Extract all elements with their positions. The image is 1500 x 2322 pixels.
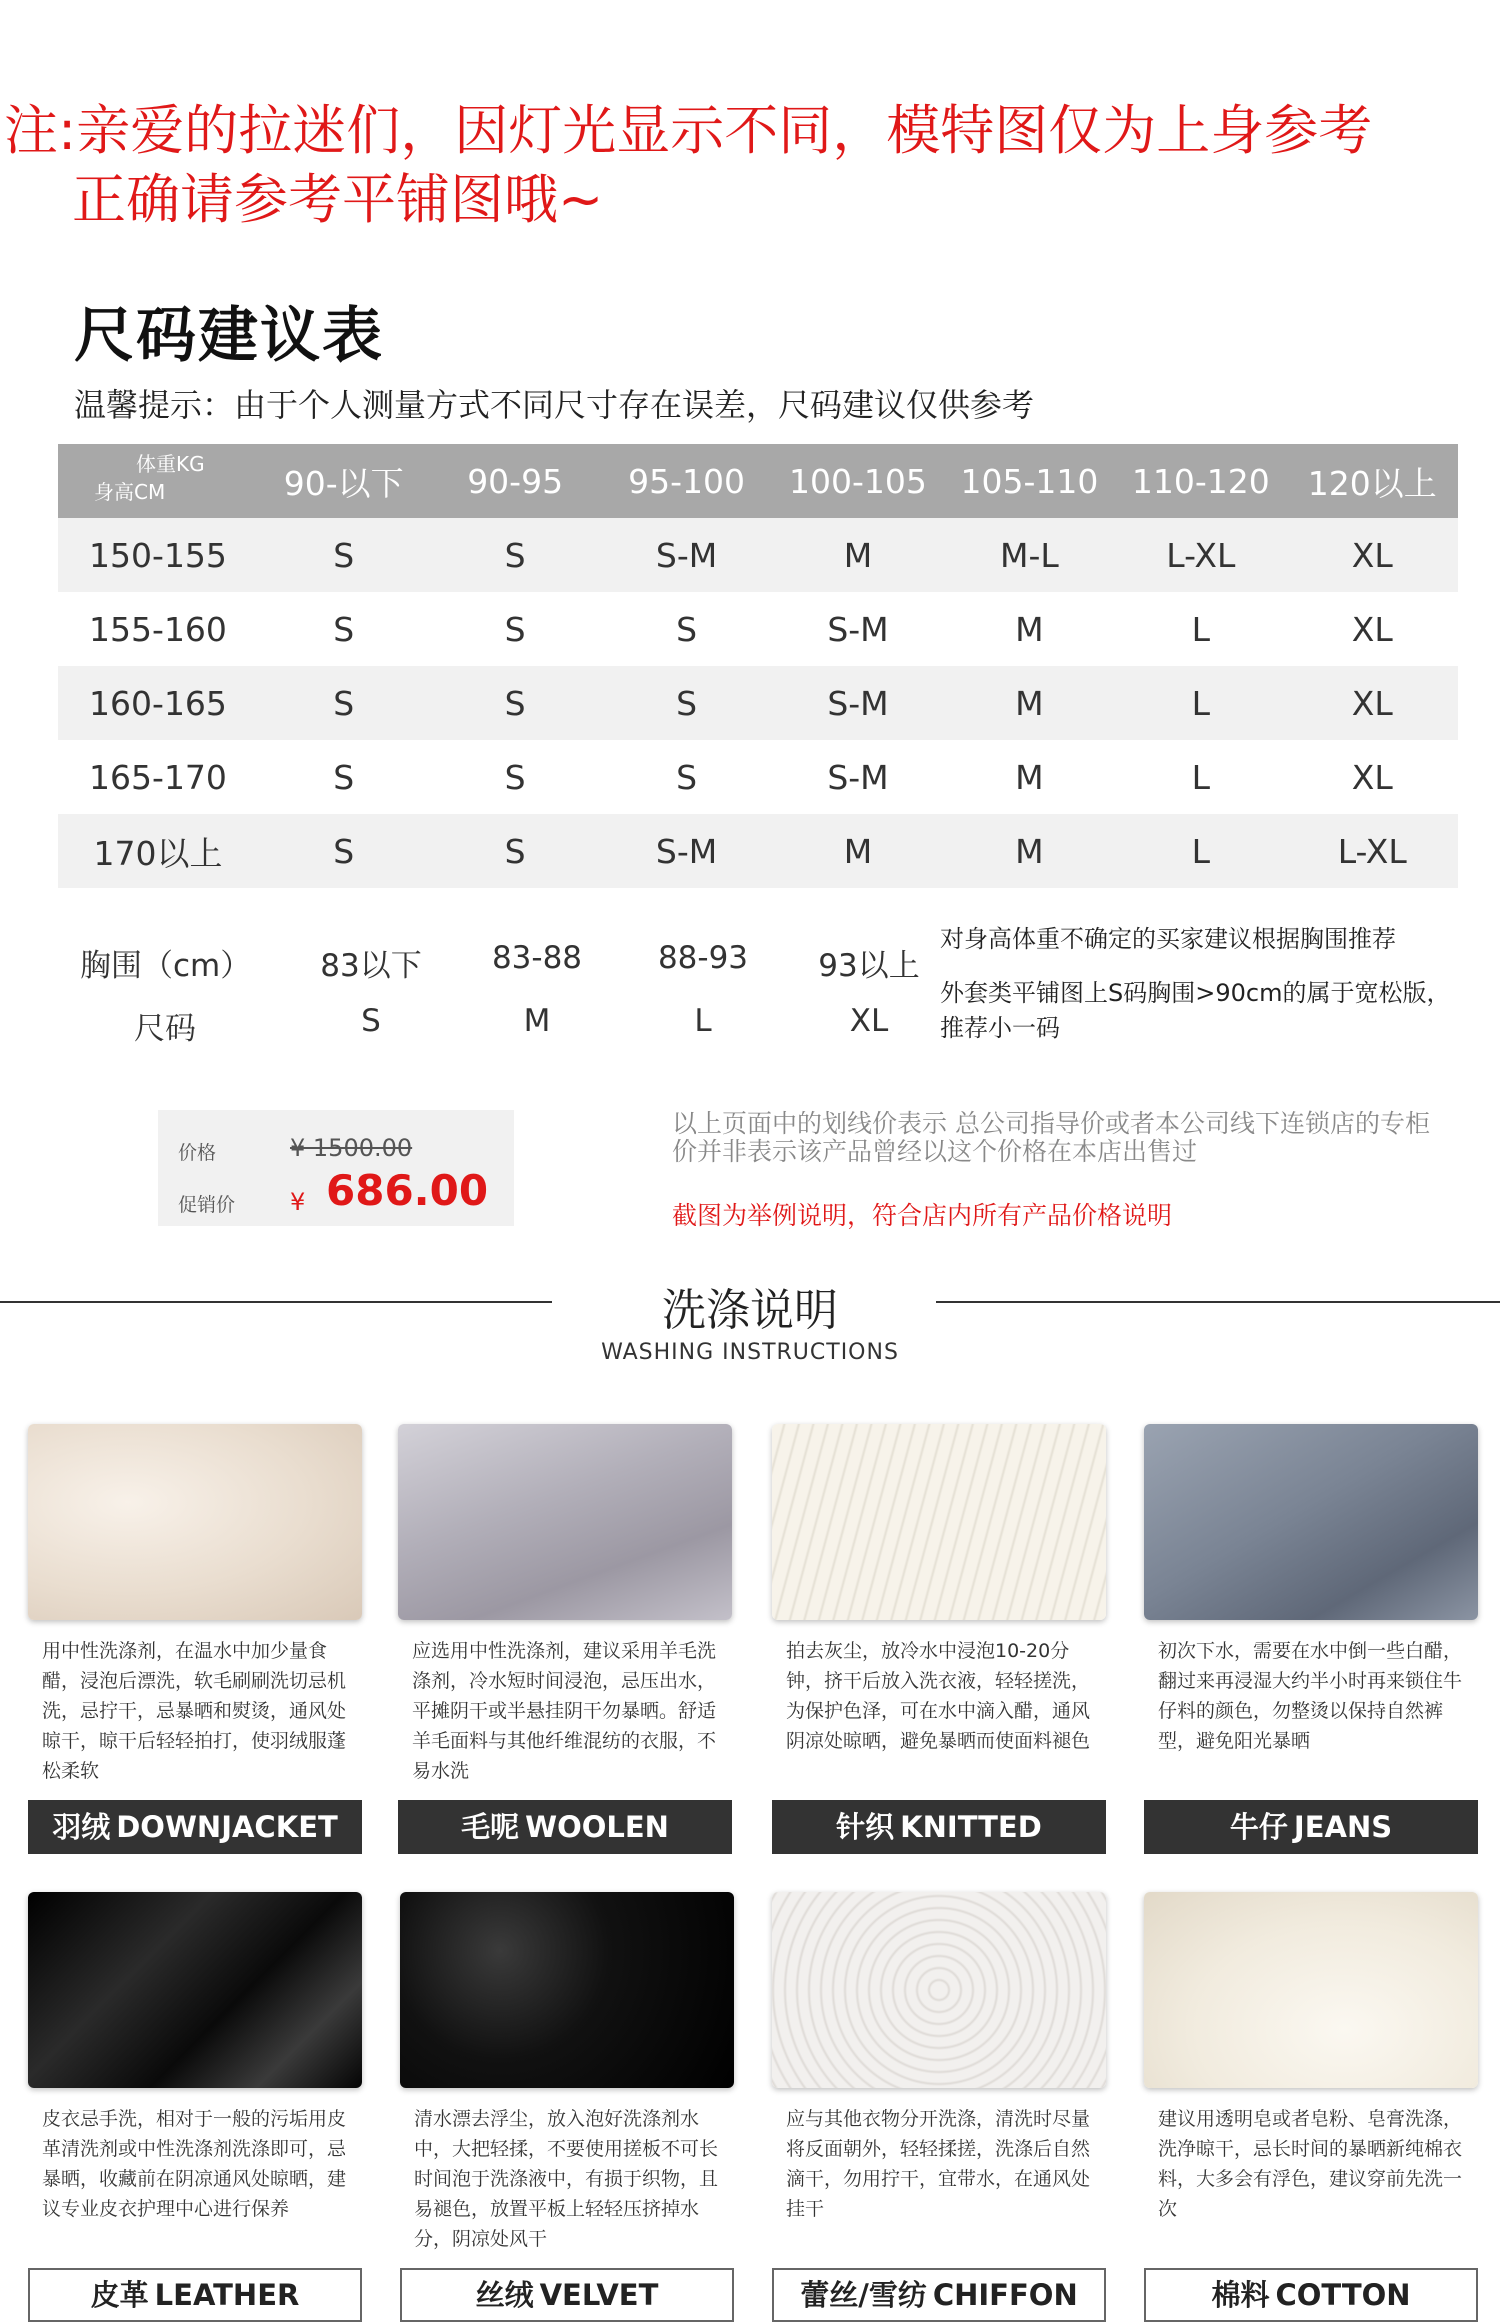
size-cell: M bbox=[772, 814, 943, 888]
weight-column: 105-110 bbox=[944, 444, 1115, 518]
size-cell: M-L bbox=[944, 518, 1115, 592]
fabric-name-en: CHIFFON bbox=[932, 2278, 1078, 2312]
bust-range: 93以上 bbox=[818, 948, 920, 984]
fabric-card-downjacket bbox=[28, 1424, 362, 1844]
size-cell: S-M bbox=[772, 740, 943, 814]
fabric-photo bbox=[772, 1892, 1106, 2088]
care-text: 用中性洗涤剂，在温水中加少量食醋，浸泡后漂洗，软毛刷刷洗切忌机洗，忌拧干，忌暴晒和熨烫，通风处晾干，晾干后轻轻拍打，使羽绒服蓬松柔软 bbox=[42, 1640, 347, 1782]
fabric-name-en: WOOLEN bbox=[525, 1810, 669, 1844]
height-cell: 150-155 bbox=[58, 518, 258, 592]
weight-column: 100-105 bbox=[772, 444, 943, 518]
care-text: 建议用透明皂或者皂粉、皂膏洗涤，洗净晾干，忌长时间的暴晒新纯棉衣料，大多会有浮色，建议穿前先洗一次 bbox=[1158, 2108, 1463, 2220]
size-cell: L bbox=[1115, 740, 1286, 814]
bust-size: XL bbox=[849, 1003, 889, 1039]
fabric-label bbox=[772, 1800, 1106, 1854]
fabric-label bbox=[398, 1800, 732, 1854]
care-text: 应与其他衣物分开洗涤，清洗时尽量将反面朝外，轻轻揉搓，洗涤后自然滴干，勿用拧干，宜带水，在通风处挂干 bbox=[786, 2108, 1091, 2220]
bust-range: 83-88 bbox=[491, 940, 583, 976]
price-label: 价格 bbox=[178, 1142, 217, 1164]
fabric-card-leather bbox=[28, 1892, 362, 2312]
size-cell: XL bbox=[1287, 740, 1458, 814]
size-cell: XL bbox=[1287, 518, 1458, 592]
weight-column: 95-100 bbox=[601, 444, 772, 518]
size-cell: S bbox=[429, 592, 600, 666]
size-cell: M bbox=[944, 666, 1115, 740]
notice-line-1: 注:亲爱的拉迷们，因灯光显示不同，模特图仅为上身参考 bbox=[4, 99, 1373, 162]
bust-note-1: 对身高体重不确定的买家建议根据胸围推荐 bbox=[940, 925, 1396, 953]
price-disclaimer-red: 截图为举例说明，符合店内所有产品价格说明 bbox=[672, 1201, 1173, 1230]
size-cell: L-XL bbox=[1287, 814, 1458, 888]
sale-price: 686.00 bbox=[326, 1166, 489, 1215]
size-cell: S bbox=[601, 592, 772, 666]
bust-note-2: 外套类平铺图上S码胸围>90cm的属于宽松版，推荐小一码 bbox=[940, 979, 1451, 1042]
fabric-photo bbox=[1144, 1424, 1478, 1620]
table-row bbox=[58, 518, 1458, 592]
size-cell: S bbox=[429, 666, 600, 740]
size-cell: XL bbox=[1287, 592, 1458, 666]
size-table bbox=[58, 444, 1458, 888]
fabric-name-en: JEANS bbox=[1293, 1810, 1393, 1844]
table-row bbox=[58, 592, 1458, 666]
size-cell: S bbox=[258, 518, 429, 592]
height-cell: 170以上 bbox=[58, 814, 258, 888]
fabric-card-knitted bbox=[772, 1424, 1106, 1844]
fabric-photo bbox=[772, 1424, 1106, 1620]
bust-size: S bbox=[361, 1003, 381, 1039]
corner-weight-label: 体重KG bbox=[136, 452, 205, 476]
corner-height-label: 身高CM bbox=[94, 480, 166, 504]
table-row bbox=[58, 814, 1458, 888]
table-row bbox=[58, 666, 1458, 740]
size-cell: L bbox=[1115, 666, 1286, 740]
fabric-name-en: LEATHER bbox=[154, 2278, 300, 2312]
fabric-name-en: KNITTED bbox=[900, 1810, 1042, 1844]
size-cell: S bbox=[429, 518, 600, 592]
fabric-name-cn: 丝绒 bbox=[475, 2278, 534, 2312]
fabric-label bbox=[28, 1800, 362, 1854]
fabric-label bbox=[1144, 1800, 1478, 1854]
fabric-label bbox=[772, 2268, 1106, 2322]
bust-label: 胸围（cm） bbox=[80, 948, 252, 984]
care-text: 清水漂去浮尘，放入泡好洗涤剂水中，大把轻揉，不要使用搓板不可长时间泡于洗涤液中，有损于织物，且易褪色，放置平板上轻轻压挤掉水分，阴凉处风干 bbox=[414, 2108, 719, 2250]
bust-size: M bbox=[523, 1003, 551, 1039]
weight-column: 110-120 bbox=[1115, 444, 1286, 518]
size-cell: S bbox=[258, 740, 429, 814]
table-row bbox=[58, 740, 1458, 814]
fabric-card-cotton bbox=[1144, 1892, 1478, 2312]
fabric-photo bbox=[398, 1424, 732, 1620]
size-chart-title: 尺码建议表 bbox=[74, 301, 384, 371]
care-text: 拍去灰尘，放冷水中浸泡10-20分钟，挤干后放入洗衣液，轻轻搓洗，为保护色泽，可在水中滴入醋，通风阴凉处晾晒，避免暴晒而使面料褪色 bbox=[786, 1640, 1091, 1752]
fabric-name-cn: 棉料 bbox=[1211, 2278, 1270, 2312]
fabric-photo bbox=[1144, 1892, 1478, 2088]
bust-size: L bbox=[694, 1003, 712, 1039]
washing-subtitle: WASHING INSTRUCTIONS bbox=[601, 1340, 899, 1365]
fabric-name-en: VELVET bbox=[539, 2278, 659, 2312]
fabric-label bbox=[400, 2268, 734, 2322]
size-cell: S bbox=[429, 740, 600, 814]
size-cell: S bbox=[601, 666, 772, 740]
bust-range-row bbox=[0, 940, 940, 984]
size-cell: L bbox=[1115, 814, 1286, 888]
weight-column: 120以上 bbox=[1287, 444, 1458, 518]
size-cell: S bbox=[258, 814, 429, 888]
fabric-card-woolen bbox=[398, 1424, 732, 1844]
price-disclaimer: 以上页面中的划线价表示 总公司指导价或者本公司线下连锁店的专柜价并非表示该产品曾经以这个价格在本店出售过 bbox=[672, 1109, 1430, 1166]
size-table-header bbox=[58, 444, 1458, 518]
sale-price-label: 促销价 bbox=[178, 1194, 236, 1216]
size-cell: S bbox=[258, 592, 429, 666]
care-text: 皮衣忌手洗，相对于一般的污垢用皮革清洗剂或中性洗涤剂洗涤即可，忌暴晒，收藏前在阴凉通风处晾晒，建议专业皮衣护理中心进行保养 bbox=[42, 2108, 347, 2220]
fabric-label bbox=[1144, 2268, 1478, 2322]
fabric-name-en: DOWNJACKET bbox=[116, 1810, 338, 1844]
size-cell: M bbox=[944, 814, 1115, 888]
fabric-name-cn: 牛仔 bbox=[1229, 1810, 1288, 1844]
size-cell: S-M bbox=[601, 814, 772, 888]
size-cell: L bbox=[1115, 592, 1286, 666]
size-cell: XL bbox=[1287, 666, 1458, 740]
size-cell: S bbox=[258, 666, 429, 740]
fabric-name-cn: 蕾丝/雪纺 bbox=[800, 2278, 927, 2312]
fabric-card-velvet bbox=[400, 1892, 734, 2312]
currency-symbol: ¥ bbox=[290, 1188, 306, 1216]
size-cell: L-XL bbox=[1115, 518, 1286, 592]
bust-range: 88-93 bbox=[657, 940, 749, 976]
size-cell: M bbox=[944, 592, 1115, 666]
size-cell: S bbox=[429, 814, 600, 888]
size-cell: S-M bbox=[772, 592, 943, 666]
fabric-label bbox=[28, 2268, 362, 2322]
notice-line-2: 正确请参考平铺图哦~ bbox=[72, 168, 604, 232]
weight-column: 90-以下 bbox=[258, 444, 429, 518]
size-cell: S bbox=[601, 740, 772, 814]
fabric-photo bbox=[28, 1424, 362, 1620]
size-chart-tip: 温馨提示：由于个人测量方式不同尺寸存在误差，尺码建议仅供参考 bbox=[74, 386, 1035, 424]
fabric-name-cn: 毛呢 bbox=[461, 1810, 520, 1844]
bust-size-row bbox=[0, 1003, 940, 1047]
price-box bbox=[158, 1110, 514, 1226]
height-cell: 160-165 bbox=[58, 666, 258, 740]
height-cell: 155-160 bbox=[58, 592, 258, 666]
original-price: ¥ 1500.00 bbox=[290, 1134, 413, 1162]
fabric-photo bbox=[400, 1892, 734, 2088]
fabric-name-cn: 羽绒 bbox=[52, 1810, 111, 1844]
fabric-name-cn: 针织 bbox=[836, 1810, 895, 1844]
size-cell: S-M bbox=[601, 518, 772, 592]
fabric-name-cn: 皮革 bbox=[90, 2278, 149, 2312]
fabric-name-en: COTTON bbox=[1275, 2278, 1411, 2312]
bust-size-label: 尺码 bbox=[134, 1011, 196, 1047]
bust-range: 83以下 bbox=[320, 948, 422, 984]
fabric-card-jeans bbox=[1144, 1424, 1478, 1844]
care-text: 应选用中性洗涤剂，建议采用羊毛洗涤剂，冷水短时间浸泡，忌压出水，平摊阴干或半悬挂阴干勿暴晒。舒适羊毛面料与其他纤维混纺的衣服，不易水洗 bbox=[412, 1640, 717, 1782]
size-table-corner bbox=[58, 444, 258, 518]
fabric-card-chiffon bbox=[772, 1892, 1106, 2312]
size-cell: M bbox=[944, 740, 1115, 814]
weight-column: 90-95 bbox=[429, 444, 600, 518]
size-cell: M bbox=[772, 518, 943, 592]
care-text: 初次下水，需要在水中倒一些白醋，翻过来再浸湿大约半小时再来锁住牛仔料的颜色，勿整烫以保持自然裤型，避免阳光暴晒 bbox=[1158, 1640, 1463, 1752]
fabric-photo bbox=[28, 1892, 362, 2088]
notice-banner bbox=[0, 96, 1500, 234]
height-cell: 165-170 bbox=[58, 740, 258, 814]
washing-title: 洗涤说明 bbox=[662, 1285, 838, 1336]
size-cell: S-M bbox=[772, 666, 943, 740]
